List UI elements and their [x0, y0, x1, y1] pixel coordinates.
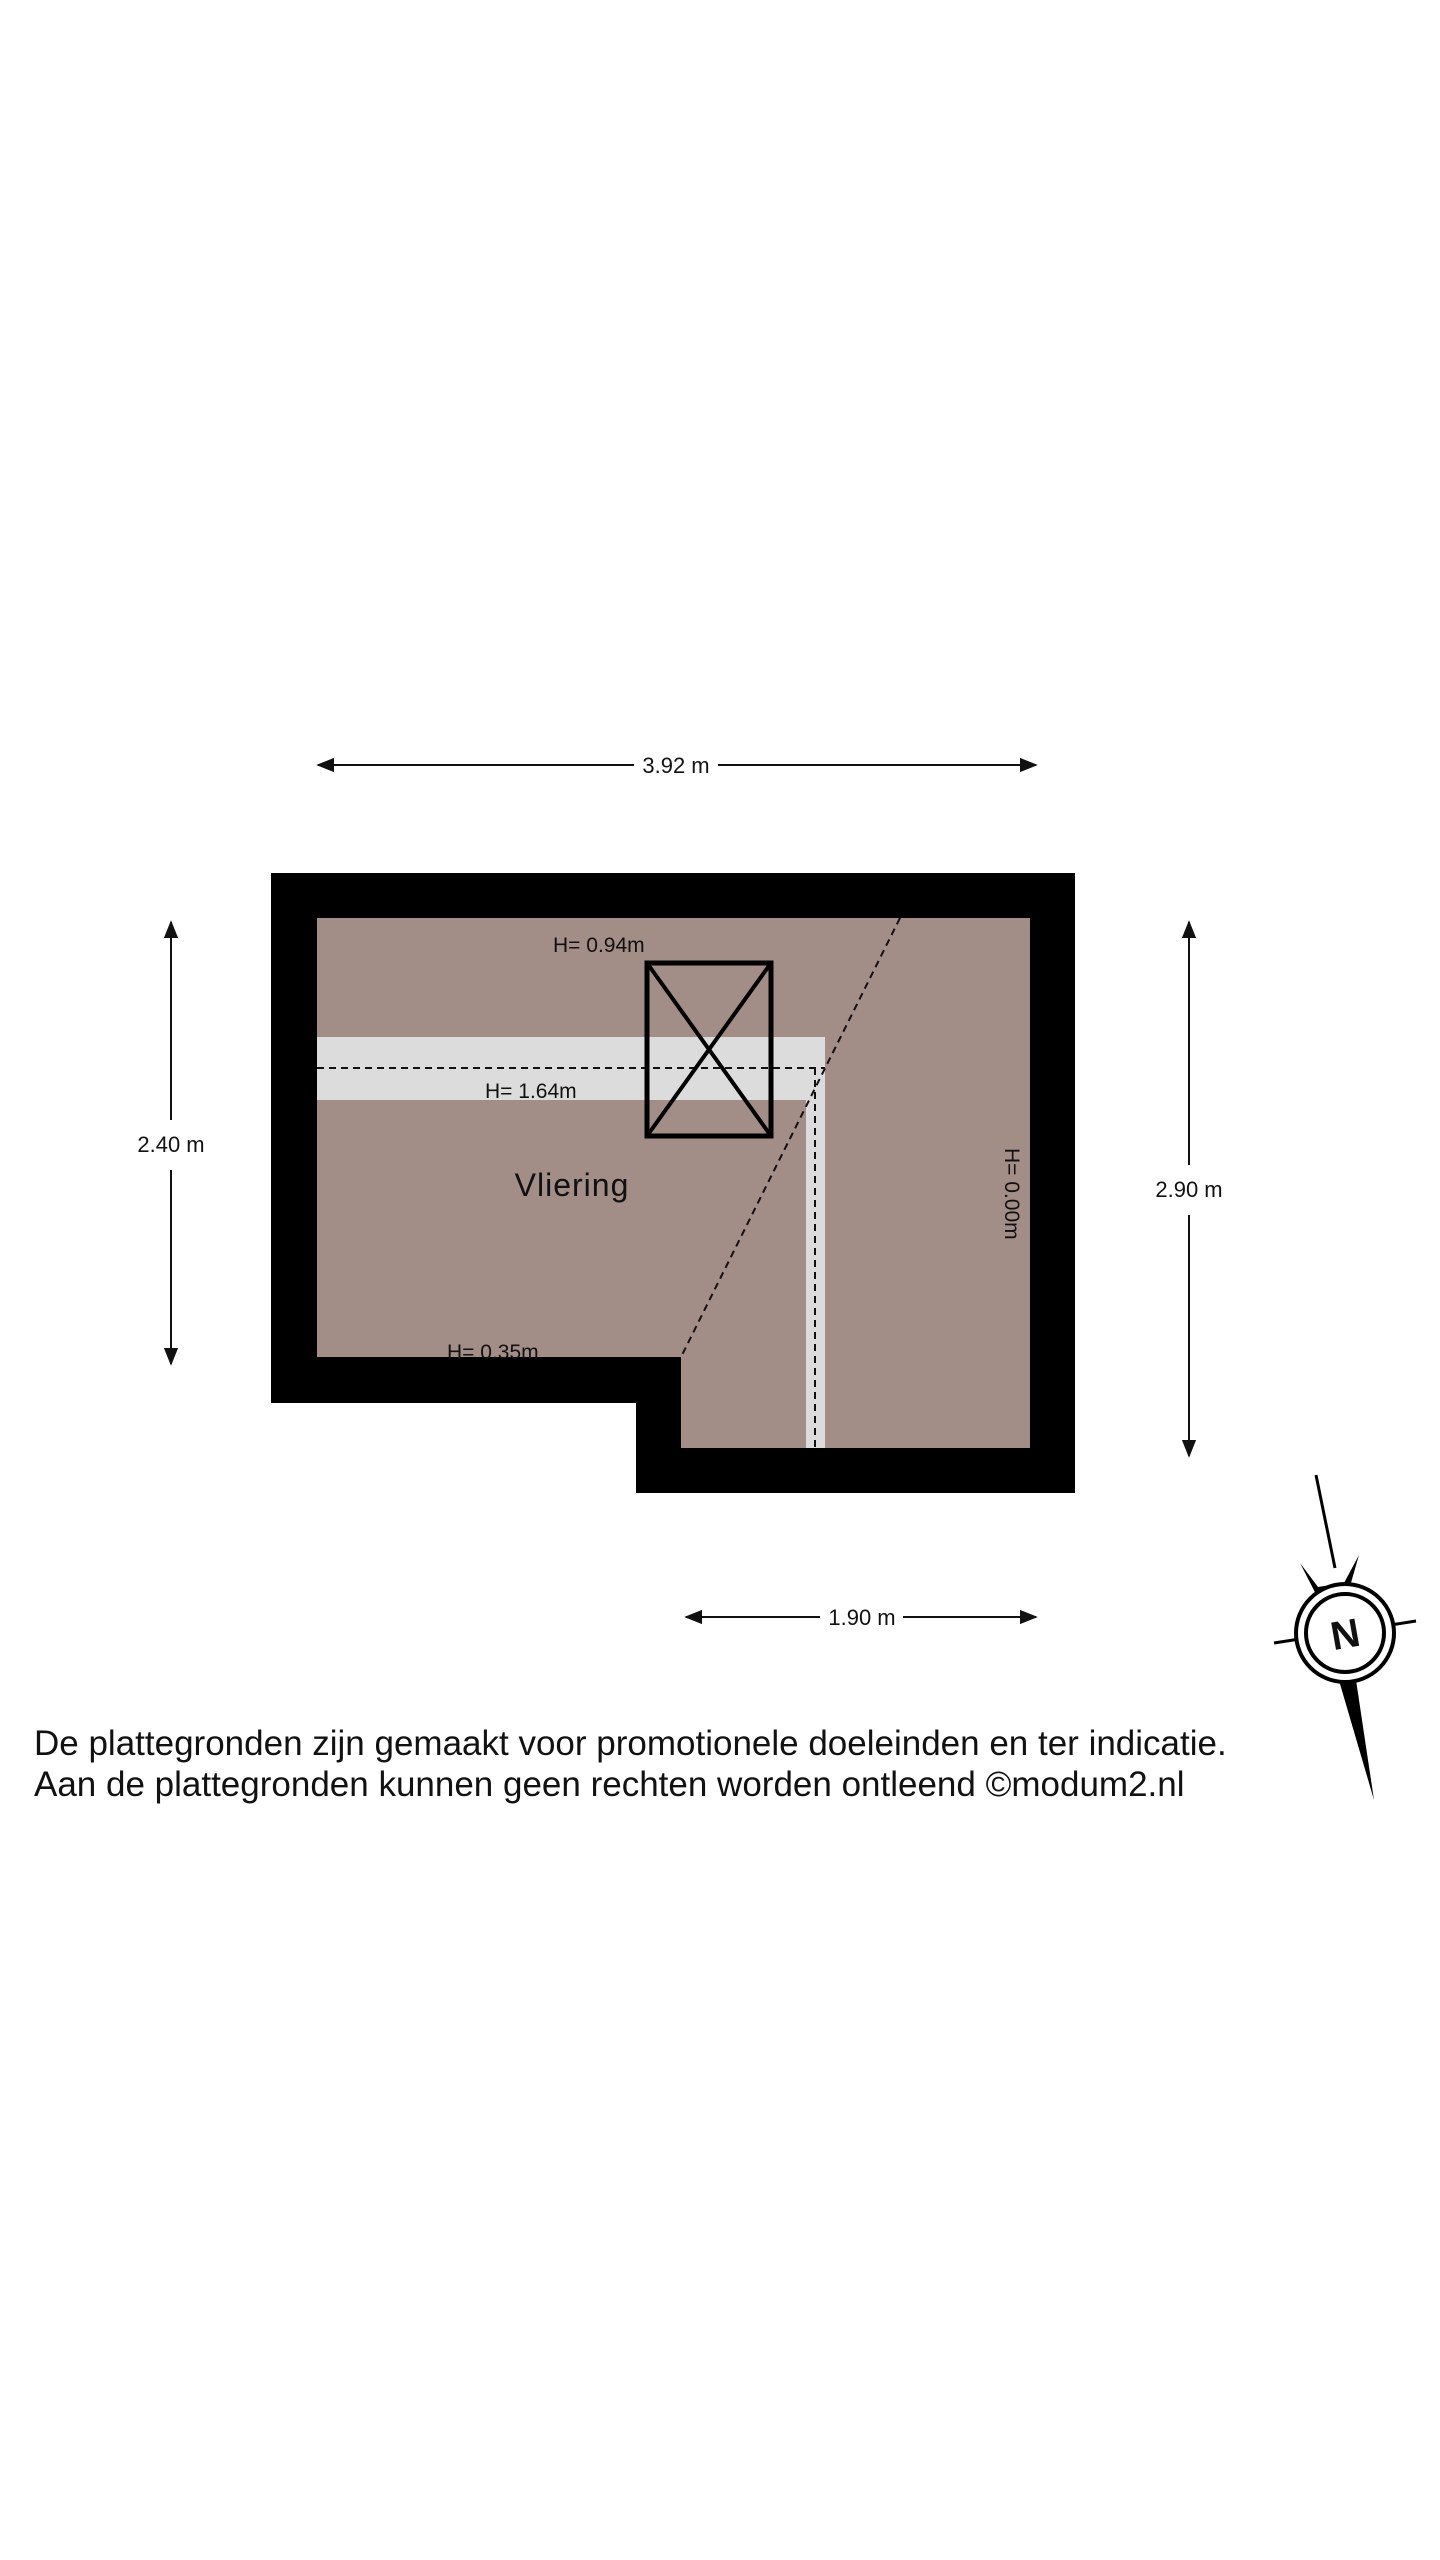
dimension-right: [1155, 922, 1222, 1456]
dimension-right-label: 2.90 m: [1155, 1177, 1223, 1202]
dimension-bottom-label: 1.90 m: [828, 1605, 896, 1630]
dimension-left: [137, 922, 204, 1364]
dimension-top: [318, 753, 1036, 778]
beam-vertical: [806, 1068, 825, 1448]
disclaimer-line-2: Aan de plattegronden kunnen geen rechten worden ontleend ©modum2.nl: [34, 1765, 1185, 1804]
dimension-top-label: 3.92 m: [642, 753, 710, 778]
height-label-bottom: H= 0.35m: [447, 1341, 539, 1364]
disclaimer: [34, 1723, 1424, 1805]
height-label-right: H= 0.00m: [1000, 1148, 1023, 1240]
compass-label: N: [1327, 1610, 1364, 1660]
dimension-left-label: 2.40 m: [137, 1132, 205, 1157]
disclaimer-line-1: De plattegronden zijn gemaakt voor promotionele doeleinden en ter indicatie.: [34, 1724, 1227, 1763]
room-name: Vliering: [514, 1167, 630, 1203]
height-label-top: H= 0.94m: [553, 934, 645, 957]
height-label-beam: H= 1.64m: [485, 1080, 577, 1103]
dimension-bottom: [686, 1605, 1036, 1630]
